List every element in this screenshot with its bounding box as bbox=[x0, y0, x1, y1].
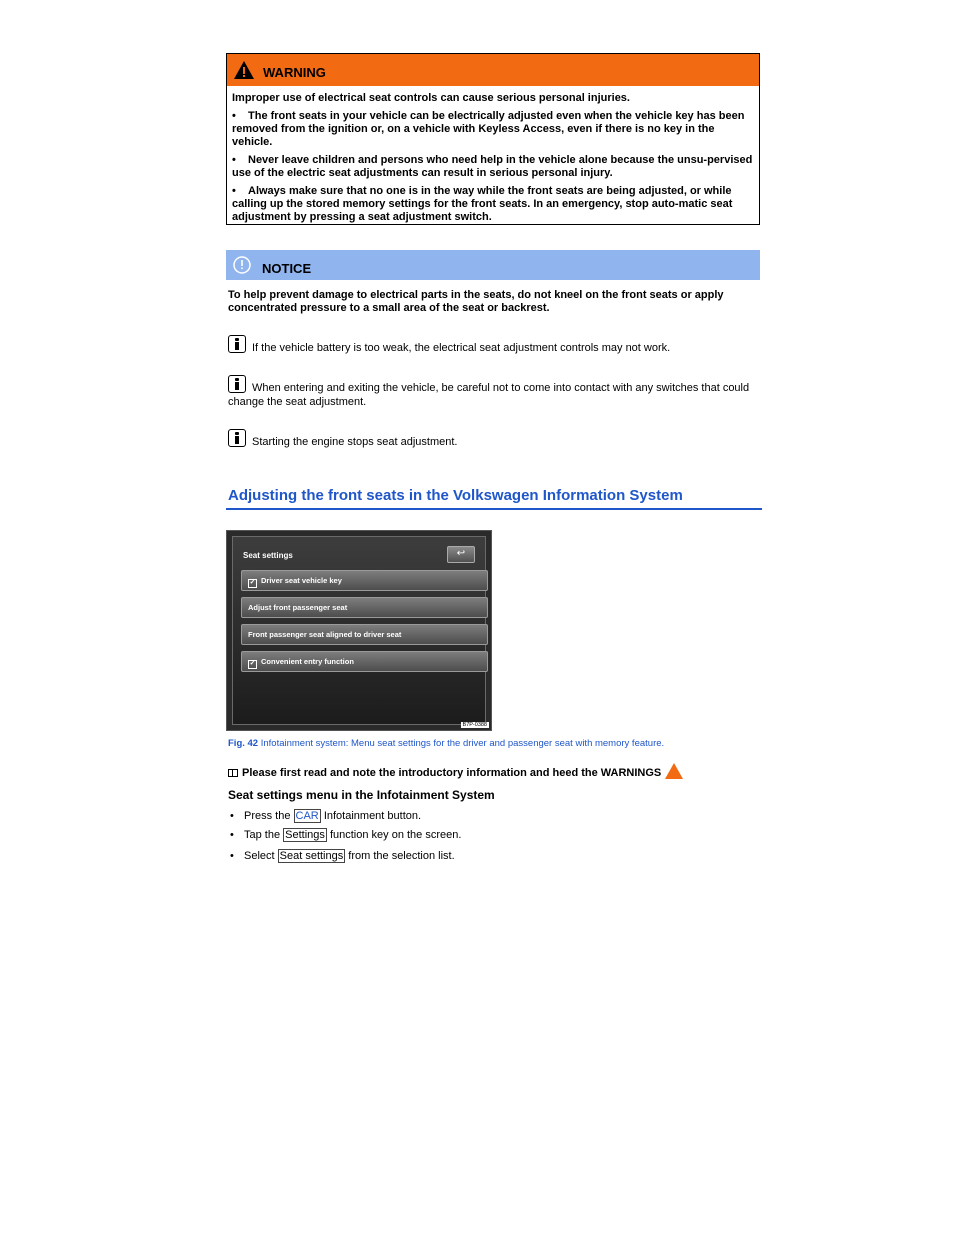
warning-header bbox=[227, 54, 759, 86]
warning-bullet: • Never leave children and persons who need help in the vehicle alone because the unsu-pervised use of the electric seat adjustments can result in serious personal injury. bbox=[232, 154, 753, 179]
section-divider bbox=[226, 508, 762, 510]
info-note: When entering and exiting the vehicle, be careful not to come into contact with any switches that could change the seat adjustment. bbox=[228, 375, 760, 409]
screen-panel bbox=[232, 536, 486, 725]
intro-line: Please first read and note the introductory information and heed the WARNINGS bbox=[228, 763, 683, 779]
checkbox-icon: ✓ bbox=[249, 660, 256, 667]
checkbox-icon: ✓ bbox=[249, 579, 256, 586]
warning-triangle-icon bbox=[665, 763, 683, 779]
infotainment-screen-figure bbox=[226, 530, 492, 731]
warning-intro: Improper use of electrical seat controls can cause serious personal injuries. bbox=[232, 92, 630, 104]
info-note: Starting the engine stops seat adjustment. bbox=[228, 429, 760, 449]
sub-heading: Seat settings menu in the Infotainment System bbox=[228, 788, 495, 802]
warning-bullet: • Always make sure that no one is in the way while the front seats are being adjusted, or while calling up the stored memory settings for the front seats. In an emergency, stop auto-matic seat adjustment by pressing a seat adjustment switch. bbox=[232, 185, 733, 223]
menu-item-adjust-front-passenger-seat[interactable]: Adjust front passenger seat bbox=[241, 597, 488, 618]
info-note: If the vehicle battery is too weak, the electrical seat adjustment controls may not work. bbox=[228, 335, 760, 355]
figure-caption: Fig. 42 Infotainment system: Menu seat settings for the driver and passenger seat with memory feature. bbox=[228, 738, 665, 749]
warning-triangle-icon bbox=[233, 60, 255, 80]
seat-settings-key: Seat settings bbox=[279, 850, 344, 862]
step-item: • Press the CAR Infotainment button. bbox=[230, 810, 422, 822]
info-icon bbox=[228, 429, 246, 447]
info-icon bbox=[228, 375, 246, 393]
info-icon bbox=[228, 335, 246, 353]
book-icon bbox=[228, 769, 238, 777]
warning-bullet: • The front seats in your vehicle can be electrically adjusted even when the vehicle key has been removed from the ignition or, on a vehicle with Keyless Access, even if there is no key in the vehicle. bbox=[232, 110, 745, 148]
exclamation-circle-icon bbox=[232, 255, 252, 275]
back-button[interactable]: ↩ bbox=[447, 546, 475, 563]
figure-code: B7P-0388 bbox=[462, 722, 487, 728]
step-item: • Tap the Settings function key on the screen. bbox=[230, 829, 462, 841]
section-title: Adjusting the front seats in the Volkswagen Information System bbox=[228, 487, 683, 504]
menu-item-front-passenger-aligned[interactable]: Front passenger seat aligned to driver seat bbox=[241, 624, 488, 645]
notice-text: To help prevent damage to electrical parts in the seats, do not kneel on the front seats or apply concentrated pressure to a small area of the seat or backrest. bbox=[228, 289, 724, 314]
screen-title: Seat settings bbox=[243, 551, 293, 560]
notice-title: NOTICE bbox=[262, 260, 312, 276]
warning-box bbox=[226, 53, 760, 225]
menu-item-convenient-entry[interactable]: ✓ Convenient entry function bbox=[241, 651, 488, 672]
car-key: CAR bbox=[295, 810, 319, 822]
menu-item-driver-seat-vehicle-key[interactable]: ✓ Driver seat vehicle key bbox=[241, 570, 488, 591]
notice-header bbox=[226, 250, 760, 280]
step-item: • Select Seat settings from the selection list. bbox=[230, 850, 455, 862]
warning-title: WARNING bbox=[263, 64, 326, 80]
settings-key: Settings bbox=[285, 829, 325, 841]
